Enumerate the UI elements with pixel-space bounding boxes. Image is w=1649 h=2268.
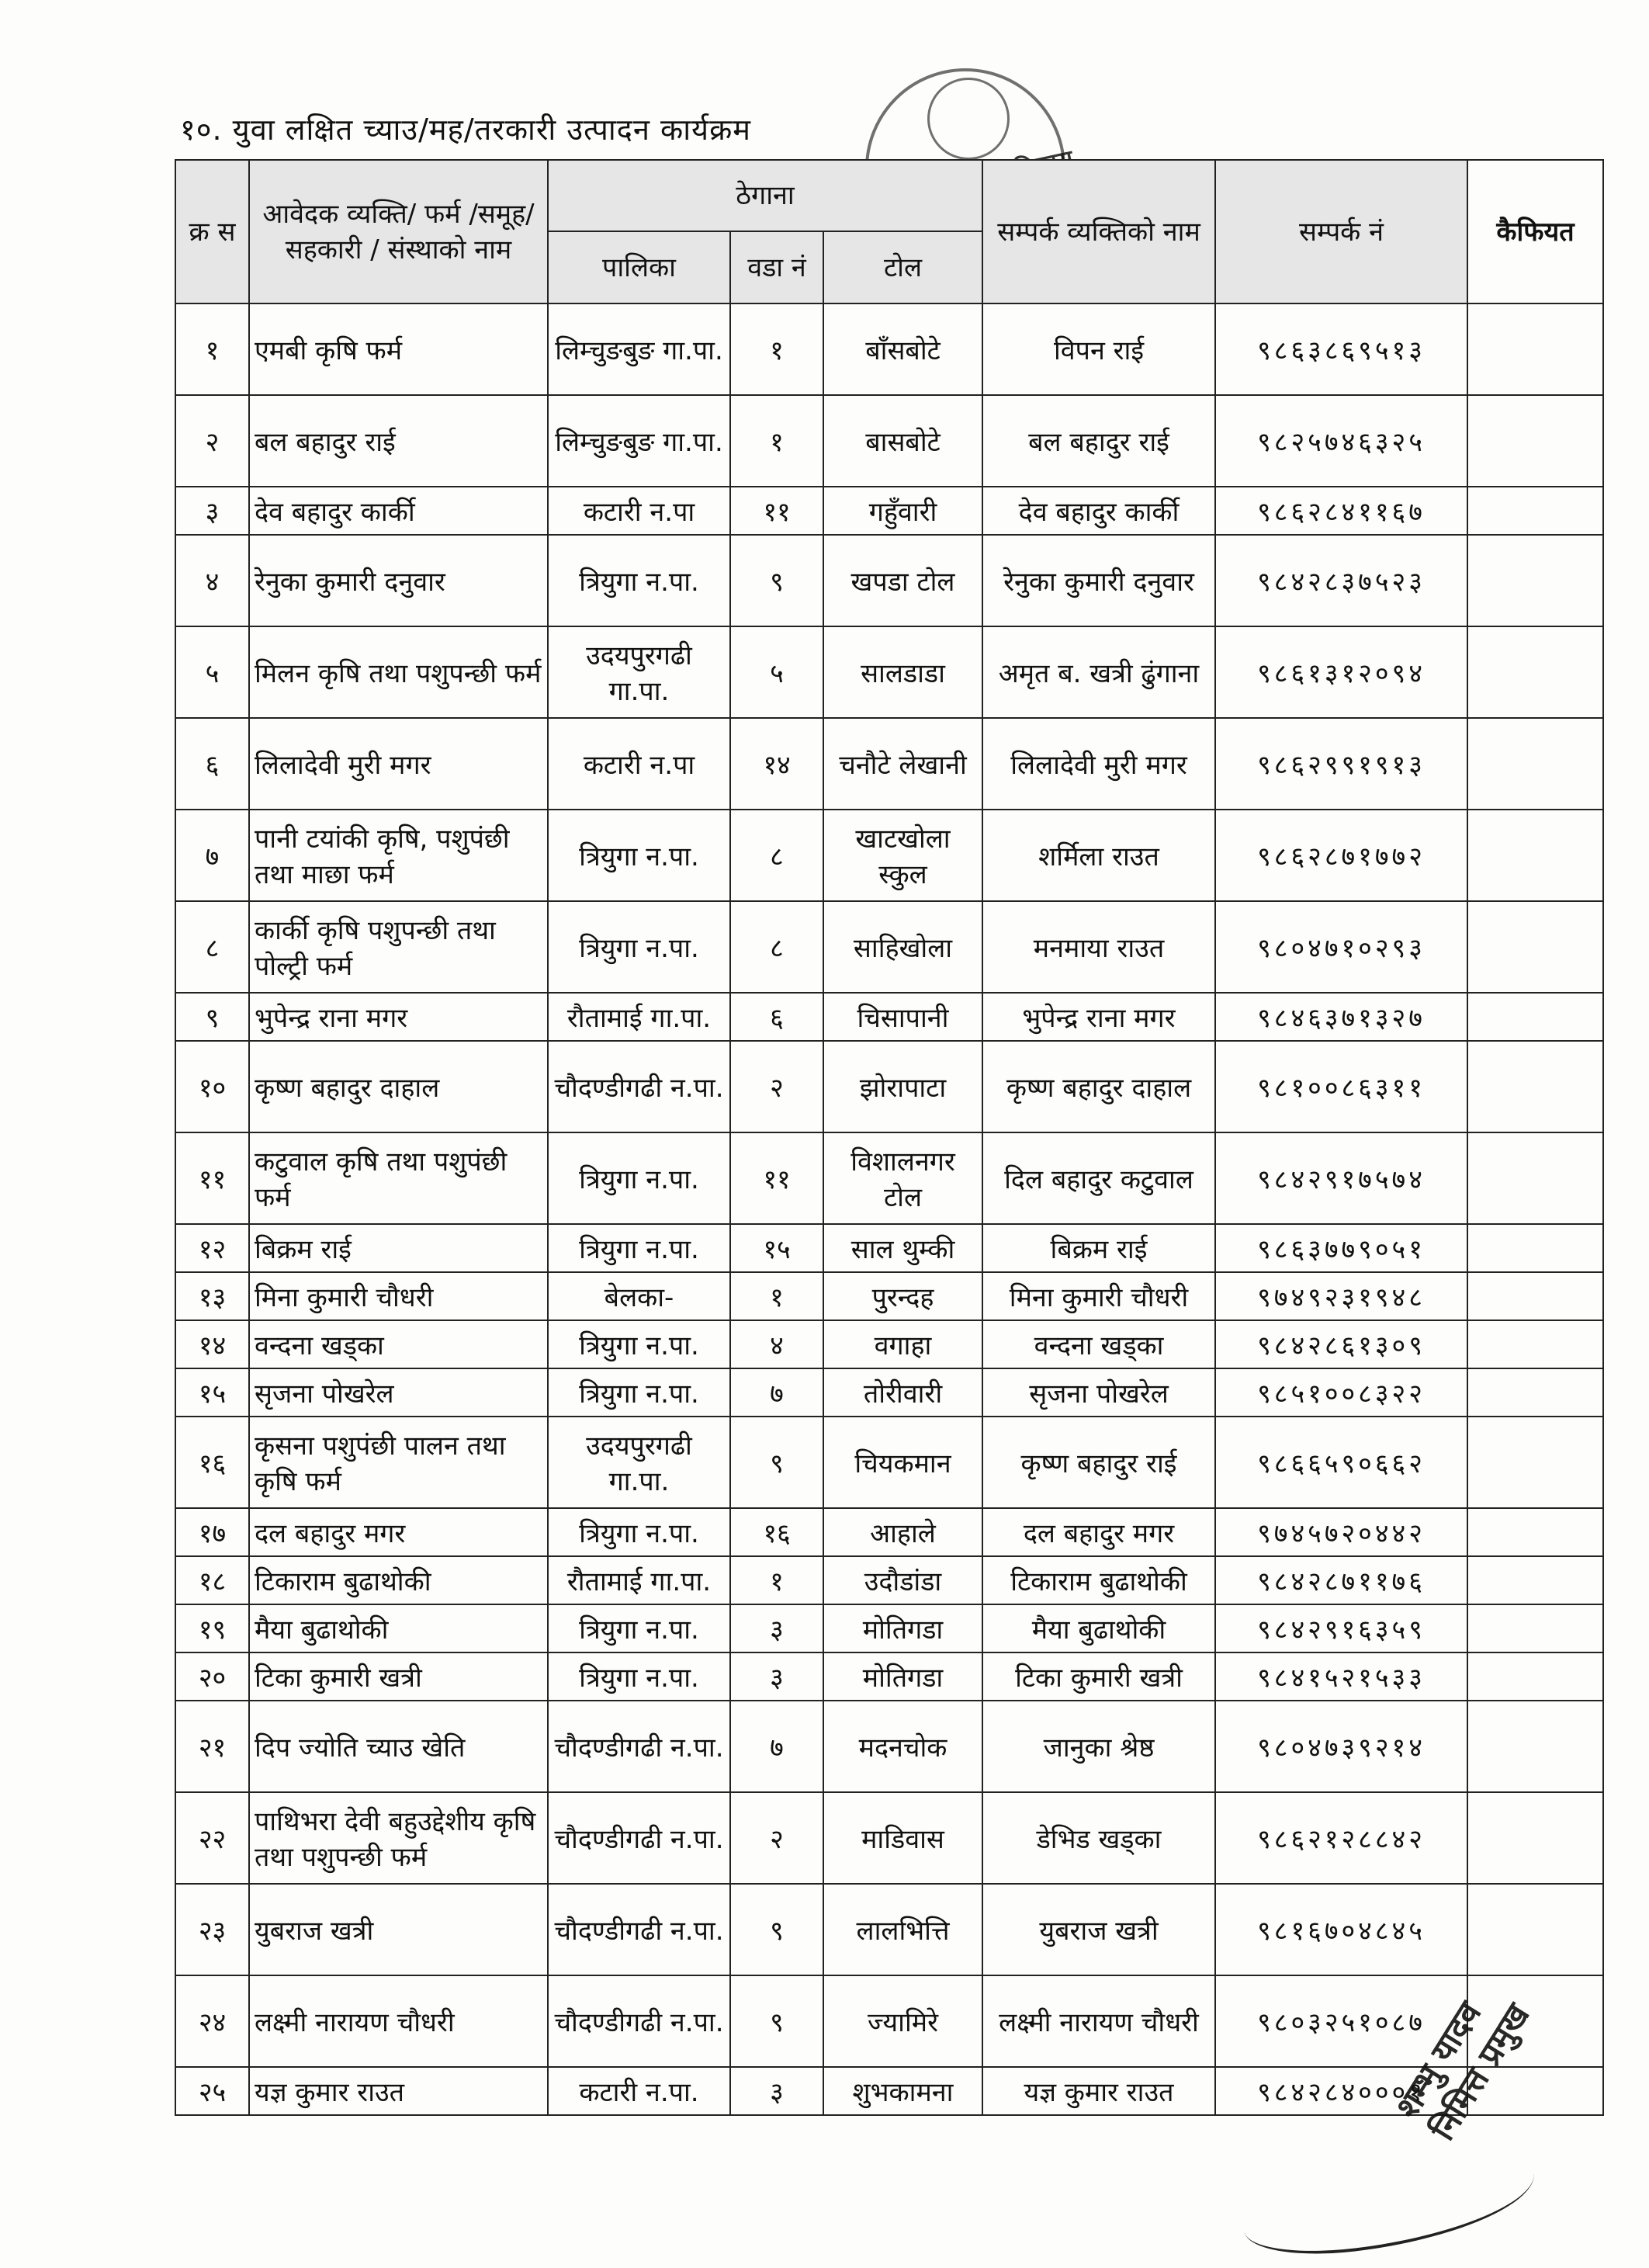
cell-contact-person: कृष्ण बहादुर दाहाल bbox=[982, 1041, 1215, 1132]
cell-phone: ९८६३७७९०५१ bbox=[1215, 1224, 1467, 1272]
cell-phone: ९८६२८७१७७२ bbox=[1215, 810, 1467, 901]
cell-sn: ९ bbox=[175, 993, 249, 1041]
cell-tole: चनौटे लेखानी bbox=[823, 718, 982, 810]
table-row bbox=[175, 718, 1603, 810]
cell-palika: चौदण्डीगढी न.पा. bbox=[548, 1792, 730, 1884]
cell-applicant-name: कृष्ण बहादुर दाहाल bbox=[249, 1041, 548, 1132]
cell-tole: ज्यामिरे bbox=[823, 1975, 982, 2067]
cell-palika: कटारी न.पा. bbox=[548, 2067, 730, 2115]
cell-tole: वगाहा bbox=[823, 1320, 982, 1368]
cell-remarks bbox=[1467, 1884, 1603, 1975]
cell-applicant-name: बल बहादुर राई bbox=[249, 395, 548, 487]
cell-sn: ४ bbox=[175, 535, 249, 626]
cell-phone: ९८०४७१०२९३ bbox=[1215, 901, 1467, 993]
cell-sn: १८ bbox=[175, 1556, 249, 1604]
cell-applicant-name: रेनुका कुमारी दनुवार bbox=[249, 535, 548, 626]
table-row bbox=[175, 1884, 1603, 1975]
cell-tole: चियकमान bbox=[823, 1417, 982, 1508]
cell-applicant-name: कार्की कृषि पशुपन्छी तथा पोल्ट्री फर्म bbox=[249, 901, 548, 993]
cell-ward: ७ bbox=[730, 1701, 823, 1792]
table-row bbox=[175, 1604, 1603, 1652]
cell-palika: त्रियुगा न.पा. bbox=[548, 1508, 730, 1556]
cell-tole: बासबोटे bbox=[823, 395, 982, 487]
cell-contact-person: जानुका श्रेष्ठ bbox=[982, 1701, 1215, 1792]
header-remarks: कैफियत bbox=[1467, 160, 1603, 303]
cell-phone: ९८४२८३७५२३ bbox=[1215, 535, 1467, 626]
cell-applicant-name: मिलन कृषि तथा पशुपन्छी फर्म bbox=[249, 626, 548, 718]
cell-tole: खाटखोला स्कुल bbox=[823, 810, 982, 901]
cell-contact-person: यज्ञ कुमार राउत bbox=[982, 2067, 1215, 2115]
cell-applicant-name: देव बहादुर कार्की bbox=[249, 487, 548, 535]
cell-applicant-name: यज्ञ कुमार राउत bbox=[249, 2067, 548, 2115]
cell-palika: लिम्चुङबुङ गा.पा. bbox=[548, 395, 730, 487]
cell-ward: ६ bbox=[730, 993, 823, 1041]
cell-ward: ११ bbox=[730, 1132, 823, 1224]
cell-ward: १ bbox=[730, 303, 823, 395]
cell-applicant-name: टिका कुमारी खत्री bbox=[249, 1652, 548, 1701]
cell-contact-person: बिक्रम राई bbox=[982, 1224, 1215, 1272]
cell-sn: ८ bbox=[175, 901, 249, 993]
cell-tole: साल थुम्की bbox=[823, 1224, 982, 1272]
cell-sn: २१ bbox=[175, 1701, 249, 1792]
header-sn: क्र स bbox=[175, 160, 249, 303]
cell-phone: ९८६३८६९५१३ bbox=[1215, 303, 1467, 395]
cell-applicant-name: दल बहादुर मगर bbox=[249, 1508, 548, 1556]
table-row bbox=[175, 626, 1603, 718]
cell-palika: त्रियुगा न.पा. bbox=[548, 1604, 730, 1652]
cell-sn: ५ bbox=[175, 626, 249, 718]
table-row bbox=[175, 2067, 1603, 2115]
cell-sn: २४ bbox=[175, 1975, 249, 2067]
cell-palika: चौदण्डीगढी न.पा. bbox=[548, 1975, 730, 2067]
cell-tole: शुभकामना bbox=[823, 2067, 982, 2115]
cell-contact-person: लक्ष्मी नारायण चौधरी bbox=[982, 1975, 1215, 2067]
table-row bbox=[175, 810, 1603, 901]
cell-phone: ९८१००८६३११ bbox=[1215, 1041, 1467, 1132]
cell-contact-person: युबराज खत्री bbox=[982, 1884, 1215, 1975]
table-row bbox=[175, 1368, 1603, 1417]
cell-sn: ३ bbox=[175, 487, 249, 535]
cell-remarks bbox=[1467, 1701, 1603, 1792]
table-row bbox=[175, 303, 1603, 395]
table-row bbox=[175, 1508, 1603, 1556]
cell-remarks bbox=[1467, 810, 1603, 901]
table-body bbox=[175, 303, 1603, 2115]
signature-stamp: शम्भु यादव निमित्त प्रमुख bbox=[1387, 1995, 1537, 2147]
cell-ward: ३ bbox=[730, 2067, 823, 2115]
cell-sn: १९ bbox=[175, 1604, 249, 1652]
stamp-emblem bbox=[927, 78, 1010, 160]
cell-contact-person: दिल बहादुर कटुवाल bbox=[982, 1132, 1215, 1224]
cell-phone: ९८४२८७११७६ bbox=[1215, 1556, 1467, 1604]
cell-phone: ९८६२८४११६७ bbox=[1215, 487, 1467, 535]
cell-sn: १७ bbox=[175, 1508, 249, 1556]
cell-contact-person: टिकाराम बुढाथोकी bbox=[982, 1556, 1215, 1604]
table-row bbox=[175, 901, 1603, 993]
cell-contact-person: कृष्ण बहादुर राई bbox=[982, 1417, 1215, 1508]
cell-ward: ९ bbox=[730, 1417, 823, 1508]
cell-ward: १४ bbox=[730, 718, 823, 810]
cell-palika: चौदण्डीगढी न.पा. bbox=[548, 1701, 730, 1792]
cell-ward: १ bbox=[730, 1556, 823, 1604]
cell-sn: १४ bbox=[175, 1320, 249, 1368]
cell-remarks bbox=[1467, 487, 1603, 535]
cell-ward: १ bbox=[730, 395, 823, 487]
cell-ward: ७ bbox=[730, 1368, 823, 1417]
cell-sn: १० bbox=[175, 1041, 249, 1132]
cell-ward: ८ bbox=[730, 810, 823, 901]
cell-applicant-name: वन्दना खड्का bbox=[249, 1320, 548, 1368]
cell-palika: उदयपुरगढी गा.पा. bbox=[548, 626, 730, 718]
cell-palika: बेलका- bbox=[548, 1272, 730, 1320]
cell-remarks bbox=[1467, 1417, 1603, 1508]
cell-applicant-name: कटुवाल कृषि तथा पशुपंछी फर्म bbox=[249, 1132, 548, 1224]
cell-applicant-name: बिक्रम राई bbox=[249, 1224, 548, 1272]
page-title: १०. युवा लक्षित च्याउ/मह/तरकारी उत्पादन कार्यक्रम bbox=[180, 113, 752, 147]
cell-sn: १३ bbox=[175, 1272, 249, 1320]
cell-remarks bbox=[1467, 718, 1603, 810]
table-row bbox=[175, 1556, 1603, 1604]
table-row bbox=[175, 535, 1603, 626]
cell-phone: ९८६२१२८८४२ bbox=[1215, 1792, 1467, 1884]
cell-ward: २ bbox=[730, 1041, 823, 1132]
cell-phone: ९८४२८४०००१ bbox=[1215, 2067, 1467, 2115]
cell-tole: गहुँवारी bbox=[823, 487, 982, 535]
cell-ward: १६ bbox=[730, 1508, 823, 1556]
cell-ward: ९ bbox=[730, 535, 823, 626]
cell-remarks bbox=[1467, 901, 1603, 993]
cell-remarks bbox=[1467, 993, 1603, 1041]
cell-ward: १५ bbox=[730, 1224, 823, 1272]
cell-contact-person: शर्मिला राउत bbox=[982, 810, 1215, 901]
cell-palika: कटारी न.पा bbox=[548, 487, 730, 535]
cell-remarks bbox=[1467, 1792, 1603, 1884]
cell-contact-person: लिलादेवी मुरी मगर bbox=[982, 718, 1215, 810]
cell-palika: त्रियुगा न.पा. bbox=[548, 1224, 730, 1272]
cell-tole: मदनचोक bbox=[823, 1701, 982, 1792]
cell-tole: खपडा टोल bbox=[823, 535, 982, 626]
table-row bbox=[175, 395, 1603, 487]
cell-contact-person: मिना कुमारी चौधरी bbox=[982, 1272, 1215, 1320]
cell-applicant-name: सृजना पोखरेल bbox=[249, 1368, 548, 1417]
cell-palika: त्रियुगा न.पा. bbox=[548, 810, 730, 901]
cell-phone: ९८४६३७१३२७ bbox=[1215, 993, 1467, 1041]
table-row bbox=[175, 1224, 1603, 1272]
cell-contact-person: बल बहादुर राई bbox=[982, 395, 1215, 487]
cell-phone: ९८४१५२१५३३ bbox=[1215, 1652, 1467, 1701]
cell-remarks bbox=[1467, 1508, 1603, 1556]
cell-sn: १६ bbox=[175, 1417, 249, 1508]
cell-ward: ९ bbox=[730, 1975, 823, 2067]
cell-phone: ९८६२९९१९१३ bbox=[1215, 718, 1467, 810]
header-name: आवेदक व्यक्ति/ फर्म /समूह/ सहकारी / संस्थाको नाम bbox=[249, 160, 548, 303]
cell-ward: ४ bbox=[730, 1320, 823, 1368]
cell-ward: ८ bbox=[730, 901, 823, 993]
cell-contact-person: दल बहादुर मगर bbox=[982, 1508, 1215, 1556]
cell-contact-person: टिका कुमारी खत्री bbox=[982, 1652, 1215, 1701]
cell-applicant-name: मैया बुढाथोकी bbox=[249, 1604, 548, 1652]
cell-contact-person: मनमाया राउत bbox=[982, 901, 1215, 993]
table-row bbox=[175, 1975, 1603, 2067]
cell-phone: ९८०४७३९२१४ bbox=[1215, 1701, 1467, 1792]
cell-palika: त्रियुगा न.पा. bbox=[548, 1368, 730, 1417]
table-row bbox=[175, 1417, 1603, 1508]
cell-remarks bbox=[1467, 1320, 1603, 1368]
cell-phone: ९७४५७२०४४२ bbox=[1215, 1508, 1467, 1556]
table-row bbox=[175, 1132, 1603, 1224]
cell-ward: २ bbox=[730, 1792, 823, 1884]
header-address: ठेगाना bbox=[548, 160, 982, 231]
cell-tole: साहिखोला bbox=[823, 901, 982, 993]
cell-contact-person: वन्दना खड्का bbox=[982, 1320, 1215, 1368]
cell-remarks bbox=[1467, 1556, 1603, 1604]
cell-applicant-name: लक्ष्मी नारायण चौधरी bbox=[249, 1975, 548, 2067]
cell-remarks bbox=[1467, 1272, 1603, 1320]
cell-applicant-name: मिना कुमारी चौधरी bbox=[249, 1272, 548, 1320]
cell-applicant-name: युबराज खत्री bbox=[249, 1884, 548, 1975]
cell-ward: ३ bbox=[730, 1604, 823, 1652]
cell-sn: २५ bbox=[175, 2067, 249, 2115]
cell-tole: मोतिगडा bbox=[823, 1652, 982, 1701]
beneficiary-table bbox=[175, 159, 1604, 2116]
cell-phone: ९८१६७०४८४५ bbox=[1215, 1884, 1467, 1975]
cell-palika: त्रियुगा न.पा. bbox=[548, 535, 730, 626]
cell-ward: ११ bbox=[730, 487, 823, 535]
cell-sn: ७ bbox=[175, 810, 249, 901]
cell-sn: ११ bbox=[175, 1132, 249, 1224]
cell-sn: २३ bbox=[175, 1884, 249, 1975]
cell-tole: बाँसबोटे bbox=[823, 303, 982, 395]
cell-sn: ६ bbox=[175, 718, 249, 810]
cell-tole: माडिवास bbox=[823, 1792, 982, 1884]
cell-palika: त्रियुगा न.पा. bbox=[548, 901, 730, 993]
table-row bbox=[175, 1792, 1603, 1884]
header-phone: सम्पर्क नं bbox=[1215, 160, 1467, 303]
cell-phone: ९८४२९१७५७४ bbox=[1215, 1132, 1467, 1224]
cell-ward: ३ bbox=[730, 1652, 823, 1701]
cell-tole: चिसापानी bbox=[823, 993, 982, 1041]
header-tole: टोल bbox=[823, 231, 982, 303]
table-row bbox=[175, 1652, 1603, 1701]
cell-applicant-name: कृसना पशुपंछी पालन तथा कृषि फर्म bbox=[249, 1417, 548, 1508]
table-row bbox=[175, 1701, 1603, 1792]
cell-ward: १ bbox=[730, 1272, 823, 1320]
table-row bbox=[175, 487, 1603, 535]
cell-phone: ९८४२८६१३०९ bbox=[1215, 1320, 1467, 1368]
cell-applicant-name: टिकाराम बुढाथोकी bbox=[249, 1556, 548, 1604]
cell-tole: लालभित्ति bbox=[823, 1884, 982, 1975]
cell-tole: विशालनगर टोल bbox=[823, 1132, 982, 1224]
cell-applicant-name: एमबी कृषि फर्म bbox=[249, 303, 548, 395]
cell-palika: रौतामाई गा.पा. bbox=[548, 993, 730, 1041]
cell-palika: रौतामाई गा.पा. bbox=[548, 1556, 730, 1604]
cell-applicant-name: दिप ज्योति च्याउ खेति bbox=[249, 1701, 548, 1792]
cell-applicant-name: पाथिभरा देवी बहुउद्देशीय कृषि तथा पशुपन्छी फर्म bbox=[249, 1792, 548, 1884]
cell-tole: आहाले bbox=[823, 1508, 982, 1556]
cell-tole: पुरन्दह bbox=[823, 1272, 982, 1320]
cell-remarks bbox=[1467, 535, 1603, 626]
table-header bbox=[175, 160, 1603, 303]
table-row bbox=[175, 1320, 1603, 1368]
table-row bbox=[175, 993, 1603, 1041]
cell-palika: त्रियुगा न.पा. bbox=[548, 1320, 730, 1368]
cell-contact-person: भुपेन्द्र राना मगर bbox=[982, 993, 1215, 1041]
cell-palika: त्रियुगा न.पा. bbox=[548, 1132, 730, 1224]
cell-tole: उदौडांडा bbox=[823, 1556, 982, 1604]
cell-contact-person: रेनुका कुमारी दनुवार bbox=[982, 535, 1215, 626]
cell-remarks bbox=[1467, 1604, 1603, 1652]
cell-sn: १५ bbox=[175, 1368, 249, 1417]
cell-remarks bbox=[1467, 1041, 1603, 1132]
cell-sn: १२ bbox=[175, 1224, 249, 1272]
cell-palika: चौदण्डीगढी न.पा. bbox=[548, 1041, 730, 1132]
cell-ward: ५ bbox=[730, 626, 823, 718]
cell-applicant-name: भुपेन्द्र राना मगर bbox=[249, 993, 548, 1041]
cell-contact-person: देव बहादुर कार्की bbox=[982, 487, 1215, 535]
cell-phone: ९८२५७४६३२५ bbox=[1215, 395, 1467, 487]
cell-contact-person: डेभिड खड्का bbox=[982, 1792, 1215, 1884]
cell-ward: ९ bbox=[730, 1884, 823, 1975]
cell-tole: सालडाडा bbox=[823, 626, 982, 718]
cell-contact-person: सृजना पोखरेल bbox=[982, 1368, 1215, 1417]
cell-tole: मोतिगडा bbox=[823, 1604, 982, 1652]
cell-palika: लिम्चुङबुङ गा.पा. bbox=[548, 303, 730, 395]
table-row bbox=[175, 1041, 1603, 1132]
cell-sn: १ bbox=[175, 303, 249, 395]
cell-palika: त्रियुगा न.पा. bbox=[548, 1652, 730, 1701]
signature-scribble bbox=[1237, 2138, 1541, 2266]
cell-phone: ९८६१३१२०९४ bbox=[1215, 626, 1467, 718]
cell-sn: २० bbox=[175, 1652, 249, 1701]
header-palika: पालिका bbox=[548, 231, 730, 303]
cell-remarks bbox=[1467, 626, 1603, 718]
cell-remarks bbox=[1467, 1132, 1603, 1224]
cell-remarks bbox=[1467, 1368, 1603, 1417]
cell-remarks bbox=[1467, 1224, 1603, 1272]
cell-remarks bbox=[1467, 1652, 1603, 1701]
cell-palika: कटारी न.पा bbox=[548, 718, 730, 810]
cell-phone: ९८६६५९०६६२ bbox=[1215, 1417, 1467, 1508]
cell-phone: ९७४९२३१९४८ bbox=[1215, 1272, 1467, 1320]
cell-applicant-name: पानी टयांकी कृषि, पशुपंछी तथा माछा फर्म bbox=[249, 810, 548, 901]
cell-applicant-name: लिलादेवी मुरी मगर bbox=[249, 718, 548, 810]
cell-contact-person: विपन राई bbox=[982, 303, 1215, 395]
cell-tole: झोरापाटा bbox=[823, 1041, 982, 1132]
header-ward: वडा नं bbox=[730, 231, 823, 303]
header-contact-person: सम्पर्क व्यक्तिको नाम bbox=[982, 160, 1215, 303]
cell-palika: उदयपुरगढी गा.पा. bbox=[548, 1417, 730, 1508]
cell-sn: २२ bbox=[175, 1792, 249, 1884]
cell-contact-person: अमृत ब. खत्री ढुंगाना bbox=[982, 626, 1215, 718]
cell-contact-person: मैया बुढाथोकी bbox=[982, 1604, 1215, 1652]
cell-remarks bbox=[1467, 395, 1603, 487]
cell-remarks bbox=[1467, 303, 1603, 395]
cell-tole: तोरीवारी bbox=[823, 1368, 982, 1417]
cell-sn: २ bbox=[175, 395, 249, 487]
cell-phone: ९८०३२५१०८७ bbox=[1215, 1975, 1467, 2067]
cell-palika: चौदण्डीगढी न.पा. bbox=[548, 1884, 730, 1975]
table-row bbox=[175, 1272, 1603, 1320]
cell-phone: ९८५१००८३२२ bbox=[1215, 1368, 1467, 1417]
cell-phone: ९८४२९१६३५९ bbox=[1215, 1604, 1467, 1652]
